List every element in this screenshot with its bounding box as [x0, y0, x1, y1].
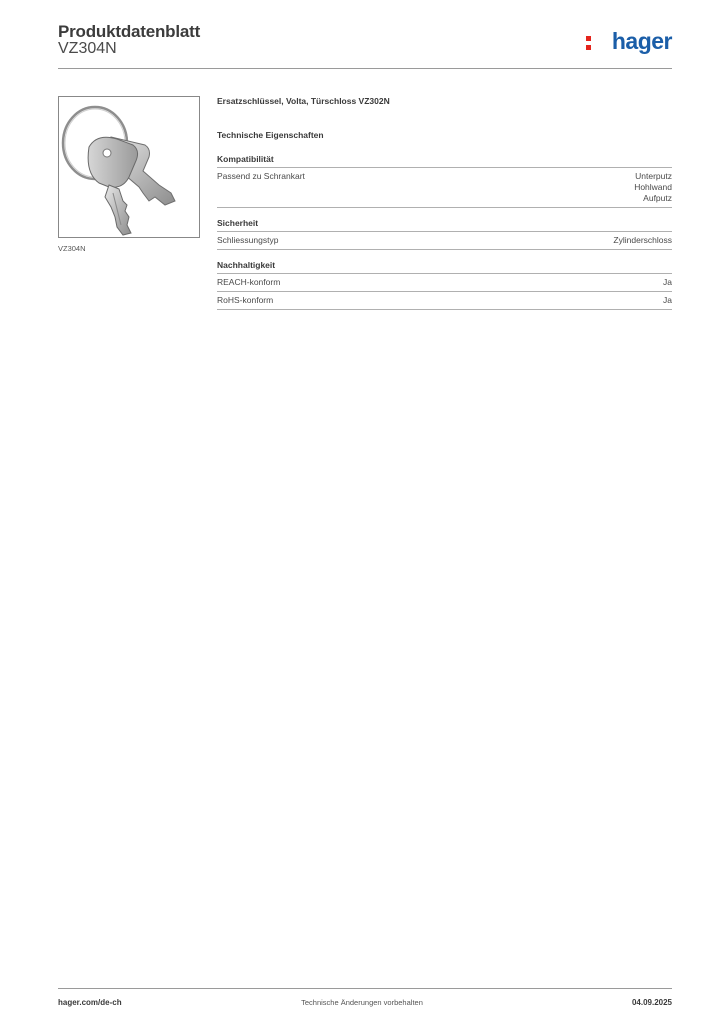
property-row [217, 274, 672, 292]
product-name: Ersatzschlüssel, Volta, Türschloss VZ302N [217, 96, 390, 106]
technical-properties-title: Technische Eigenschaften [217, 130, 324, 140]
logo-dots-icon [586, 36, 591, 51]
article-number: VZ304N [58, 40, 117, 57]
section-compatibility [217, 154, 672, 208]
property-row [217, 232, 672, 250]
property-row [217, 292, 672, 310]
property-row [217, 168, 672, 208]
property-label: RoHS-konform [217, 295, 274, 305]
page-header [58, 20, 672, 70]
property-value: Zylinderschloss [613, 235, 672, 245]
footer-divider [58, 988, 672, 989]
section-security [217, 218, 672, 250]
value-line: Unterputz [635, 171, 672, 181]
section-title: Kompatibilität [217, 154, 672, 168]
document-title: Produktdatenblatt [58, 22, 201, 41]
property-value: Ja [663, 277, 672, 287]
footer-date: 04.09.2025 [631, 998, 672, 1007]
property-label: Passend zu Schrankart [217, 171, 305, 181]
value-line: Hohlwand [634, 182, 672, 192]
hager-logo [586, 28, 672, 56]
value-line: Aufputz [643, 193, 672, 203]
property-value: Ja [663, 295, 672, 305]
section-sustainability [217, 260, 672, 310]
product-image [58, 96, 200, 238]
footer-notice: Technische Änderungen vorbehalten [301, 998, 423, 1007]
property-label: REACH-konform [217, 277, 281, 287]
section-title: Nachhaltigkeit [217, 260, 672, 274]
logo-wordmark: hager [611, 28, 672, 54]
property-value [634, 171, 672, 204]
header-divider [58, 68, 672, 69]
product-details [217, 96, 672, 310]
footer-website-link[interactable]: hager.com/de-ch [58, 998, 122, 1007]
property-label: Schliessungstyp [217, 235, 279, 245]
key-pair-icon [59, 97, 199, 237]
section-title: Sicherheit [217, 218, 672, 232]
image-caption: VZ304N [58, 244, 86, 253]
